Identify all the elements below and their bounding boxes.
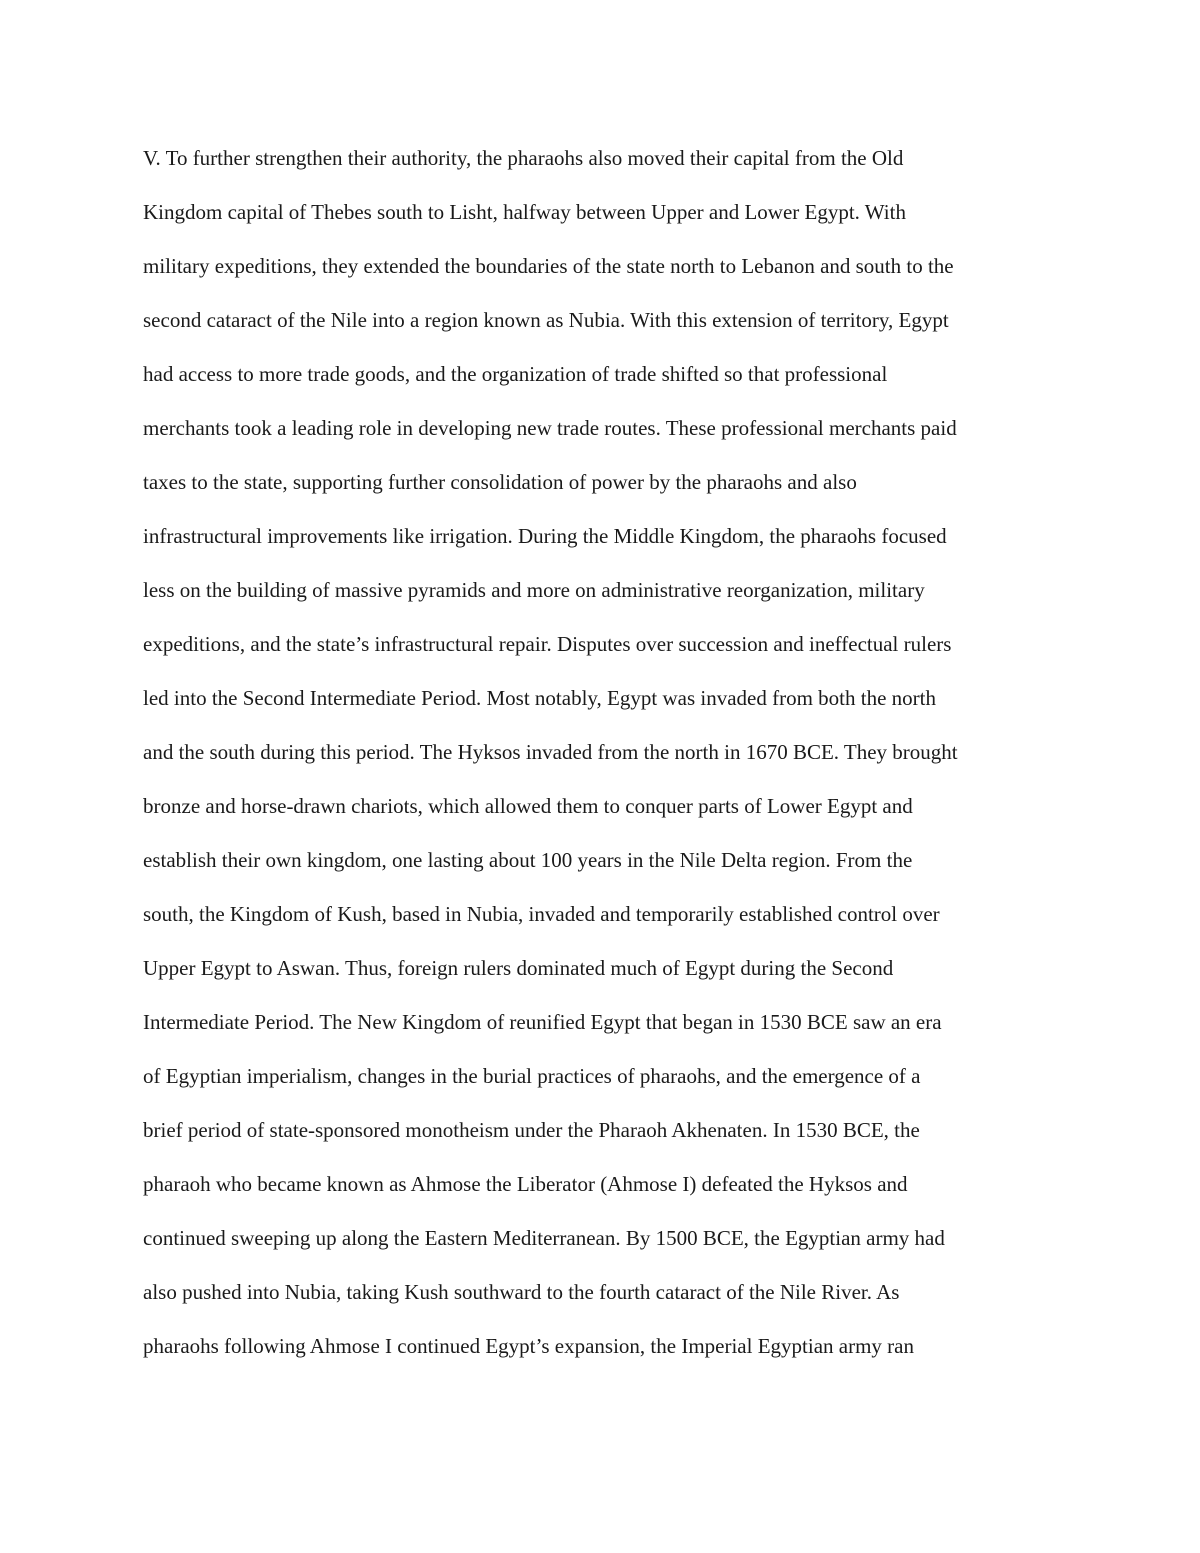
text-line: brief period of state-sponsored monotheism under the Pharaoh Akhenaten. In 1530 BCE, the <box>143 1118 920 1142</box>
text-line: infrastructural improvements like irrigation. During the Middle Kingdom, the pharaohs focused <box>143 524 947 548</box>
text-line: had access to more trade goods, and the organization of trade shifted so that professional <box>143 362 888 386</box>
text-line: pharaohs following Ahmose I continued Egypt’s expansion, the Imperial Egyptian army ran <box>143 1334 914 1358</box>
text-line: continued sweeping up along the Eastern Mediterranean. By 1500 BCE, the Egyptian army had <box>143 1226 945 1250</box>
text-line: V. To further strengthen their authority, the pharaohs also moved their capital from the Old <box>143 146 904 170</box>
text-line: of Egyptian imperialism, changes in the burial practices of pharaohs, and the emergence of a <box>143 1064 921 1088</box>
text-line: establish their own kingdom, one lasting about 100 years in the Nile Delta region. From the <box>143 848 913 872</box>
text-line: and the south during this period. The Hyksos invaded from the north in 1670 BCE. They brought <box>143 740 958 764</box>
text-line: south, the Kingdom of Kush, based in Nubia, invaded and temporarily established control over <box>143 902 940 926</box>
text-line: merchants took a leading role in developing new trade routes. These professional merchants paid <box>143 416 957 440</box>
text-line: military expeditions, they extended the boundaries of the state north to Lebanon and south to the <box>143 254 954 278</box>
text-line: second cataract of the Nile into a region known as Nubia. With this extension of territory, Egypt <box>143 308 949 332</box>
body-text <box>143 141 1073 1383</box>
text-line: also pushed into Nubia, taking Kush southward to the fourth cataract of the Nile River. As <box>143 1280 900 1304</box>
text-line: less on the building of massive pyramids and more on administrative reorganization, military <box>143 578 925 602</box>
text-line: led into the Second Intermediate Period. Most notably, Egypt was invaded from both the north <box>143 686 936 710</box>
text-line: expeditions, and the state’s infrastructural repair. Disputes over succession and ineffectual rulers <box>143 632 952 656</box>
text-line: Kingdom capital of Thebes south to Lisht, halfway between Upper and Lower Egypt. With <box>143 200 906 224</box>
text-line: taxes to the state, supporting further consolidation of power by the pharaohs and also <box>143 470 857 494</box>
text-line: Upper Egypt to Aswan. Thus, foreign rulers dominated much of Egypt during the Second <box>143 956 894 980</box>
text-line: bronze and horse-drawn chariots, which allowed them to conquer parts of Lower Egypt and <box>143 794 913 818</box>
text-line: Intermediate Period. The New Kingdom of reunified Egypt that began in 1530 BCE saw an era <box>143 1010 942 1034</box>
text-line: pharaoh who became known as Ahmose the Liberator (Ahmose I) defeated the Hyksos and <box>143 1172 908 1196</box>
